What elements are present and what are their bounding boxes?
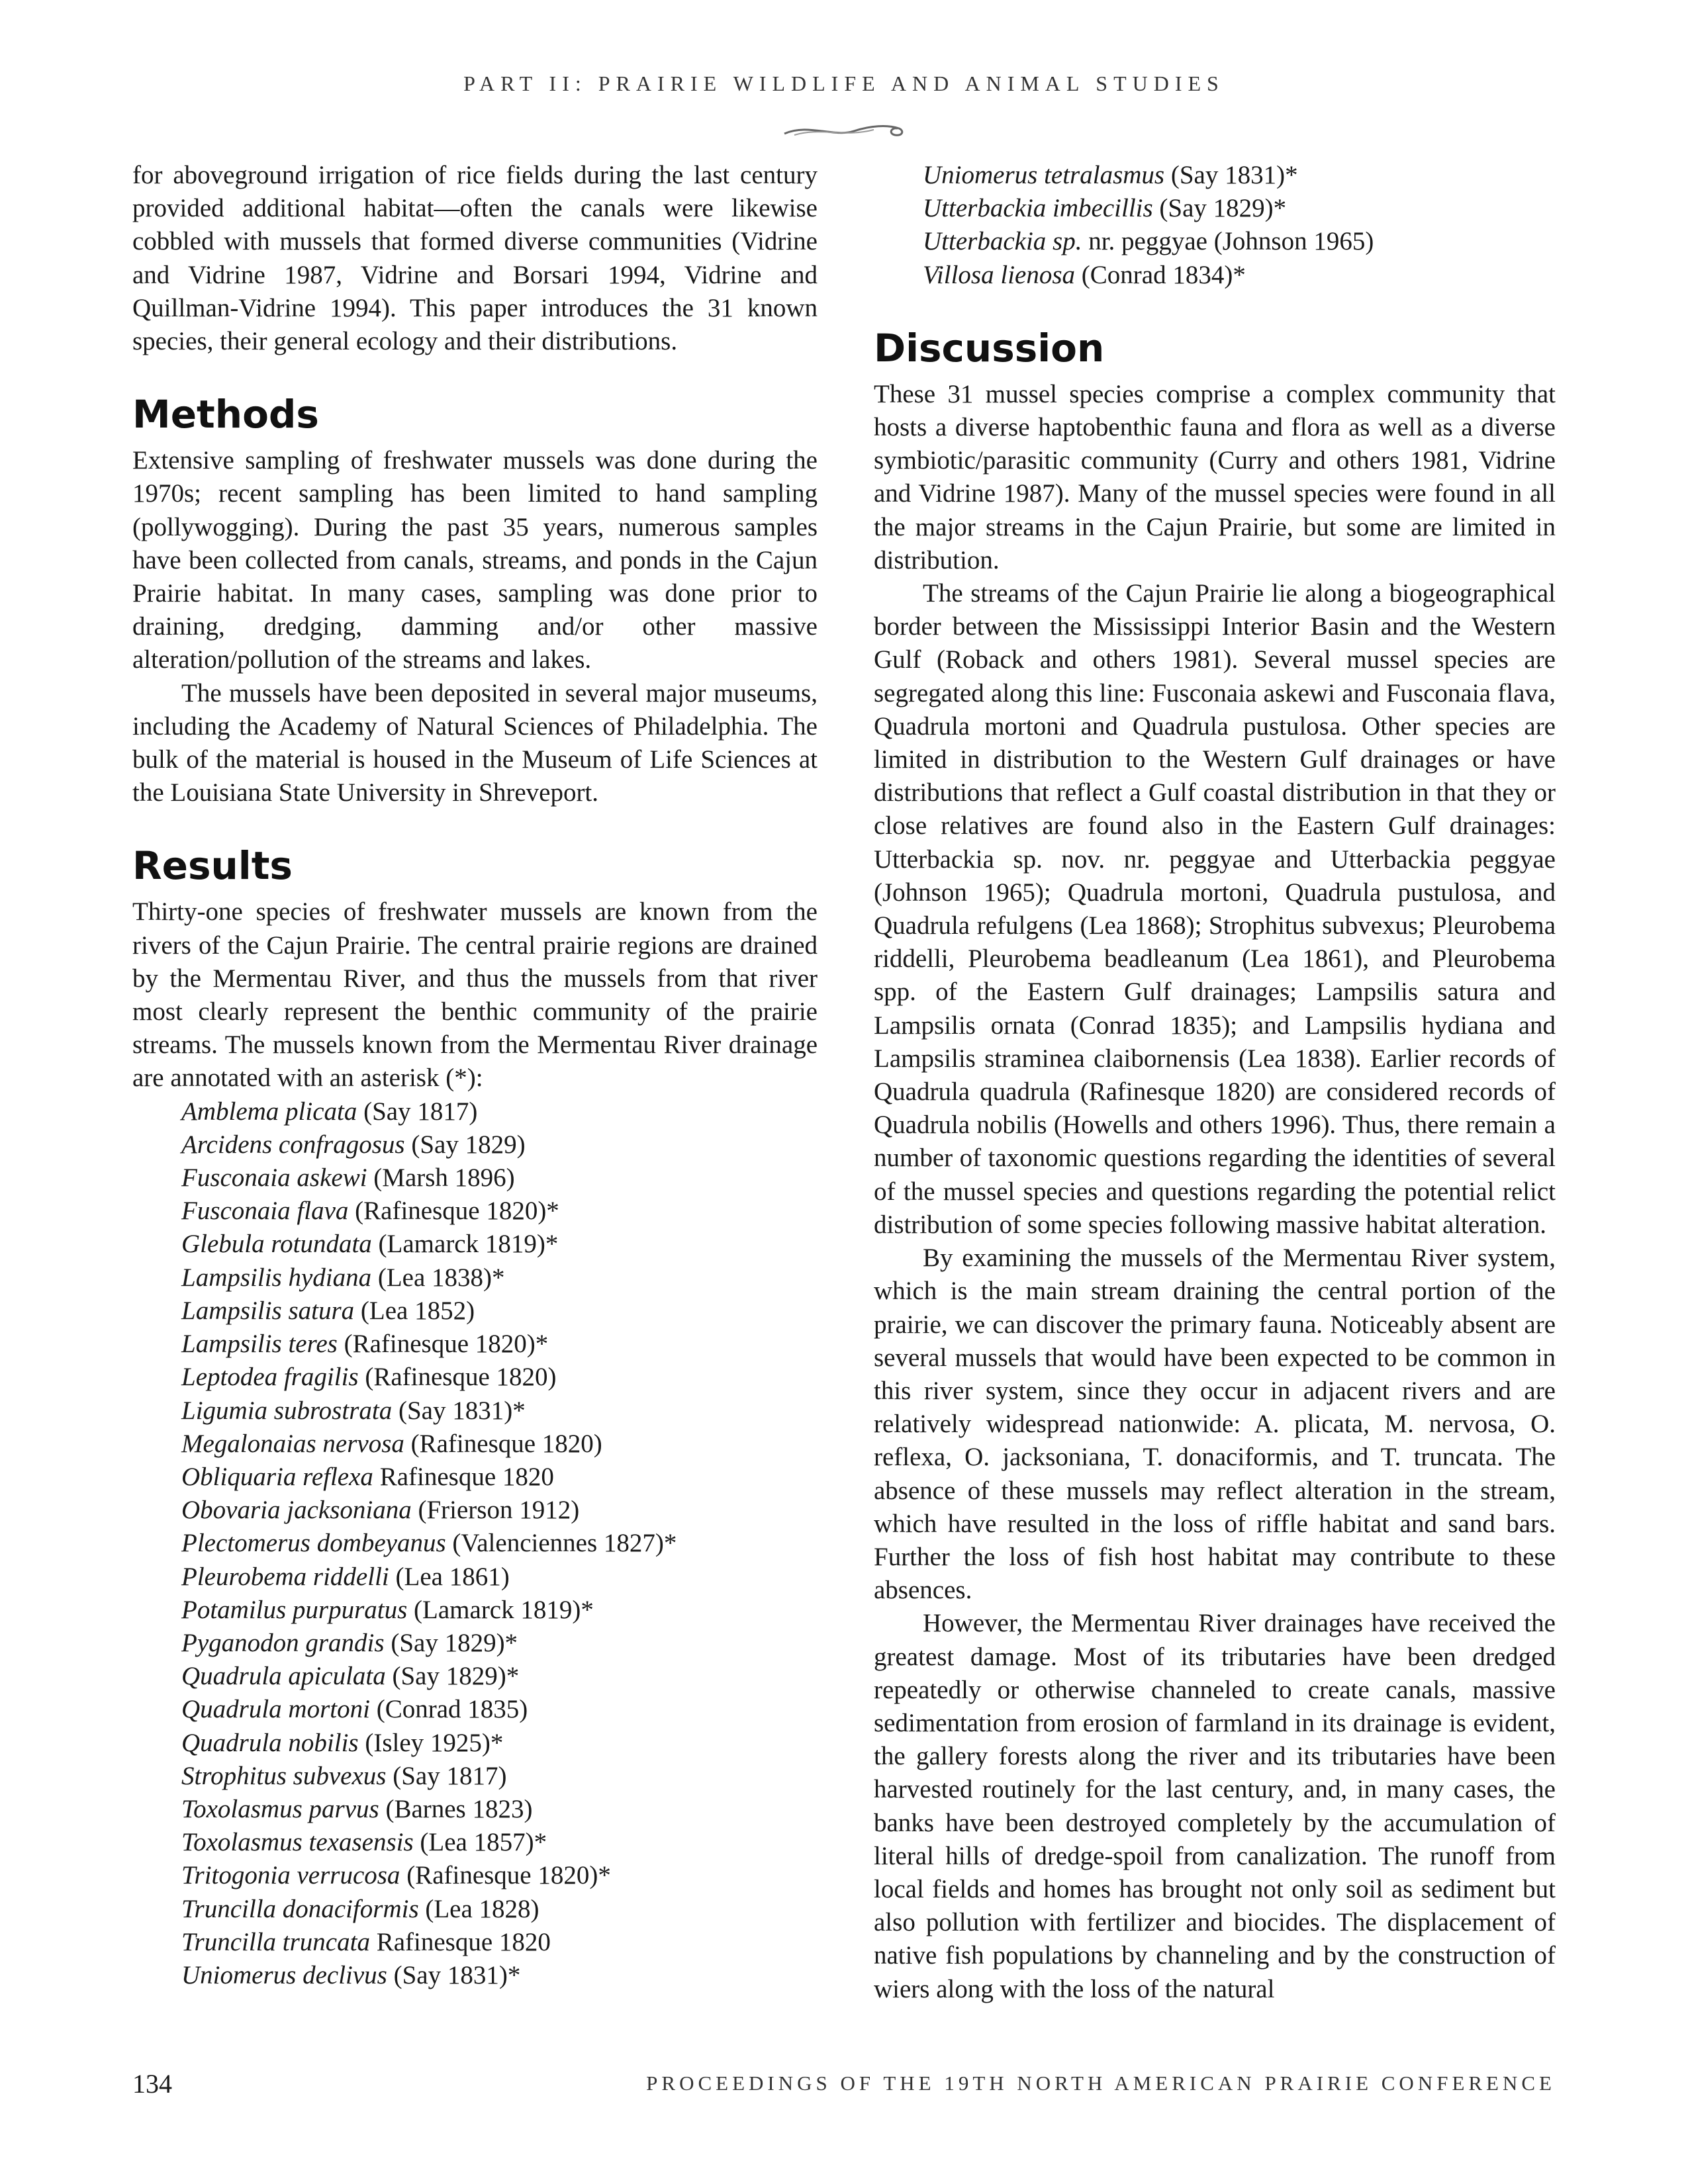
methods-paragraph-1: Extensive sampling of freshwater mussels was done during the 1970s; recent sampling has been limited to hand sampling (pollywogging). During the past 35 years, numerous samples have been collected from canals, streams, and ponds in the Cajun Prairie habitat. In many cases, sampling was done prior to draining, dredging, damming and/or other massive alteration/pollution of the streams and lakes. <box>132 446 818 674</box>
species-item <box>132 1394 818 1428</box>
species-name: Toxolasmus parvus <box>181 1794 379 1823</box>
species-authority: (Lamarck 1819)* <box>371 1230 559 1259</box>
species-item <box>874 225 1556 258</box>
species-name: Toxolasmus texasensis <box>181 1828 414 1857</box>
decorative-flourish-icon <box>781 118 907 144</box>
species-name: Leptodea fragilis <box>181 1363 359 1392</box>
species-name: Truncilla truncata <box>181 1927 370 1956</box>
species-name: Lampsilis satura <box>181 1296 355 1325</box>
species-item <box>132 1494 818 1527</box>
species-item <box>132 1859 818 1892</box>
species-item <box>132 1561 818 1594</box>
species-list-left <box>132 1095 818 1992</box>
species-item <box>132 1161 818 1195</box>
species-authority: Rafinesque 1820 <box>369 1927 551 1956</box>
intro-paragraph: for aboveground irrigation of rice fields during the last century provided additional habitat—often the canals were likewise cobbled with mussels that formed diverse communities (Vidrine and Vidrine 1987, Vidrine and Borsari 1994, Vidrine and Quillman-Vidrine 1994). This paper introduces the 31 known species, their general ecology and their distributions. <box>132 161 818 356</box>
species-authority: (Lea 1861) <box>389 1562 510 1591</box>
species-name: Glebula rotundata <box>181 1230 372 1259</box>
species-item <box>132 1660 818 1693</box>
species-name: Potamilus purpuratus <box>181 1595 408 1624</box>
species-name: Utterbackia imbecillis <box>923 194 1153 223</box>
proceedings-title: PROCEEDINGS OF THE 19TH NORTH AMERICAN PRAIRIE CONFERENCE <box>646 2071 1556 2095</box>
species-name: Uniomerus declivus <box>181 1960 387 1989</box>
species-name: Utterbackia sp. <box>923 227 1082 256</box>
species-authority: (Say 1829)* <box>384 1628 518 1657</box>
methods-heading: Methods <box>132 392 319 437</box>
species-authority: (Say 1829)* <box>385 1662 520 1691</box>
methods-paragraph-2: The mussels have been deposited in several major museums, including the Academy of Natural Sciences of Philadelphia. The bulk of the material is housed in the Museum of Life Sciences at the Louisiana State University in Shreveport. <box>132 678 818 807</box>
left-column <box>132 159 818 1992</box>
species-authority: (Lea 1828) <box>418 1894 539 1923</box>
species-name: Truncilla donaciformis <box>181 1894 419 1923</box>
species-item <box>874 192 1556 225</box>
species-item <box>132 1328 818 1361</box>
species-item <box>132 1261 818 1295</box>
species-item <box>132 1760 818 1793</box>
species-name: Lampsilis teres <box>181 1330 338 1359</box>
species-authority: (Say 1831)* <box>387 1960 521 1989</box>
species-authority: (Lea 1838)* <box>371 1263 505 1292</box>
species-authority: (Say 1829)* <box>1152 194 1287 223</box>
running-head: PART II: PRAIRIE WILDLIFE AND ANIMAL STUDIES <box>463 71 1225 95</box>
species-authority: (Say 1817) <box>357 1097 478 1126</box>
discussion-paragraph-2: The streams of the Cajun Prairie lie along a biogeographical border between the Mississippi Interior Basin and the Western Gulf (Roback and others 1981). Several mussel species are segregated along this line: Fusconaia askewi and Fusconaia flava, Quadrula mortoni and Quadrula pustulosa. Other species are limited in distribution to the Western Gulf drainages or have distributions that reflect a Gulf coastal distribution in that they or close relatives are found also in the Eastern Gulf drainages: Utterbackia sp. nov. nr. peggyae and Utterbackia peggyae (Johnson 1965); Quadrula mortoni, Quadrula pustulosa, and Quadrula refulgens (Lea 1868); Strophitus subvexus; Pleurobema riddelli, Pleurobema beadleanum (Lea 1861), and Pleurobema spp. of the Eastern Gulf drainages; Lampsilis satura and Lampsilis ornata (Conrad 1835); and Lampsilis hydiana and Lampsilis straminea claibornensis (Lea 1838). Earlier records of Quadrula quadrula (Rafinesque 1820) are considered records of Quadrula nobilis (Howells and others 1996). Thus, there remain a number of taxonomic questions regarding the identities of several of the mussel species and questions regarding the potential relict distribution of some species following massive habitat alteration. <box>874 579 1556 1239</box>
results-paragraph: Thirty-one species of freshwater mussels are known from the rivers of the Cajun Prairie. The central prairie regions are drained by the Mermentau River, and thus the mussels from that river most clearly represent the benthic community of the prairie streams. The mussels known from the Mermentau River drainage are annotated with an asterisk (*): <box>132 897 818 1093</box>
species-name: Arcidens confragosus <box>181 1130 405 1159</box>
species-name: Lampsilis hydiana <box>181 1263 372 1292</box>
discussion-heading: Discussion <box>874 325 1105 371</box>
species-name: Fusconaia flava <box>181 1197 349 1226</box>
species-authority: (Rafinesque 1820)* <box>400 1861 611 1890</box>
right-column <box>874 159 1556 2006</box>
species-authority: (Rafinesque 1820)* <box>337 1330 549 1359</box>
species-name: Strophitus subvexus <box>181 1761 387 1790</box>
species-authority: (Lea 1857)* <box>413 1828 547 1857</box>
species-item <box>132 1893 818 1926</box>
species-name: Quadrula nobilis <box>181 1728 359 1757</box>
species-item <box>132 1527 818 1560</box>
species-name: Amblema plicata <box>181 1097 357 1126</box>
species-item <box>132 1228 818 1261</box>
species-name: Obliquaria reflexa <box>181 1462 373 1491</box>
species-authority: Rafinesque 1820 <box>373 1462 554 1491</box>
species-item <box>132 1361 818 1394</box>
discussion-paragraph-3: By examining the mussels of the Mermentau River system, which is the main stream draining the central portion of the prairie, we can discover the primary fauna. Noticeably absent are several mussels that would have been expected to be common in this river system, since they occur in adjacent rivers and are relatively widespread nationwide: A. plicata, M. nervosa, O. reflexa, O. jacksoniana, T. donaciformis, and T. truncata. The absence of these mussels may reflect alteration in the stream, which have resulted in the loss of riffle habitat and sand bars. Further the loss of fish host habitat may contribute to these absences. <box>874 1244 1556 1605</box>
species-item <box>132 1461 818 1494</box>
species-authority: (Say 1817) <box>386 1761 507 1790</box>
species-item <box>132 1295 818 1328</box>
species-authority: (Lea 1852) <box>354 1296 475 1325</box>
species-authority: (Rafinesque 1820) <box>404 1429 602 1458</box>
species-name: Obovaria jacksoniana <box>181 1496 412 1525</box>
species-name: Ligumia subrostrata <box>181 1396 393 1425</box>
species-item <box>132 1594 818 1627</box>
species-name: Fusconaia askewi <box>181 1163 367 1193</box>
species-authority: (Isley 1925)* <box>358 1728 504 1757</box>
species-item <box>132 1926 818 1959</box>
species-item <box>132 1693 818 1726</box>
species-name: Quadrula apiculata <box>181 1662 386 1691</box>
discussion-paragraph-1: These 31 mussel species comprise a complex community that hosts a diverse haptobenthic fauna and flora as well as a diverse symbiotic/parasitic community (Curry and others 1981, Vidrine and Vidrine 1987). Many of the mussel species were found in all the major streams in the Cajun Prairie, but some are limited in distribution. <box>874 379 1556 574</box>
species-name: Megalonaias nervosa <box>181 1429 404 1458</box>
species-name: Villosa lienosa <box>923 260 1076 289</box>
species-item <box>132 1727 818 1760</box>
species-authority: (Conrad 1834)* <box>1075 260 1246 289</box>
species-authority: (Valenciennes 1827)* <box>445 1529 677 1558</box>
species-name: Pleurobema riddelli <box>181 1562 389 1591</box>
species-authority: (Say 1829) <box>404 1130 526 1159</box>
page-number: 134 <box>132 2069 172 2099</box>
species-authority: (Marsh 1896) <box>367 1163 515 1193</box>
species-name: Quadrula mortoni <box>181 1695 370 1724</box>
results-heading: Results <box>132 843 293 889</box>
species-item <box>132 1428 818 1461</box>
species-authority: (Say 1831)* <box>1164 161 1298 189</box>
species-item <box>132 1959 818 1992</box>
species-item <box>132 1826 818 1859</box>
species-name: Tritogonia verrucosa <box>181 1861 400 1890</box>
species-name: Uniomerus tetralasmus <box>923 161 1165 189</box>
species-name: Plectomerus dombeyanus <box>181 1529 446 1558</box>
species-item <box>874 259 1556 292</box>
species-authority: (Say 1831)* <box>392 1396 526 1425</box>
species-item <box>132 1627 818 1660</box>
species-item <box>874 159 1556 192</box>
species-authority: (Barnes 1823) <box>379 1794 533 1823</box>
species-authority: (Rafinesque 1820) <box>358 1363 557 1392</box>
species-authority: nr. peggyae (Johnson 1965) <box>1082 227 1374 256</box>
species-authority: (Lamarck 1819)* <box>407 1595 594 1624</box>
species-item <box>132 1095 818 1128</box>
species-authority: (Conrad 1835) <box>369 1695 528 1724</box>
species-item <box>132 1793 818 1826</box>
discussion-paragraph-4: However, the Mermentau River drainages have received the greatest damage. Most of its tributaries have been dredged repeatedly or otherwise channeled to create canals, massive sedimentation from erosion of farmland in its drainage is evident, the gallery forests along the river and its tributaries have been harvested routinely for the last century, and, in many cases, the banks have been destroyed completely by the accumulation of literal hills of dredge-spoil from canalization. The runoff from local fields and homes has brought not only soil as sediment but also pollution with fertilizer and biocides. The displacement of native fish populations by channeling and by the construction of wiers along with the loss of the natural <box>874 1609 1556 2003</box>
species-authority: (Frierson 1912) <box>411 1496 580 1525</box>
species-authority: (Rafinesque 1820)* <box>348 1197 559 1226</box>
species-name: Pyganodon grandis <box>181 1628 385 1657</box>
species-item <box>132 1195 818 1228</box>
species-item <box>132 1128 818 1161</box>
species-list-right <box>874 159 1556 292</box>
